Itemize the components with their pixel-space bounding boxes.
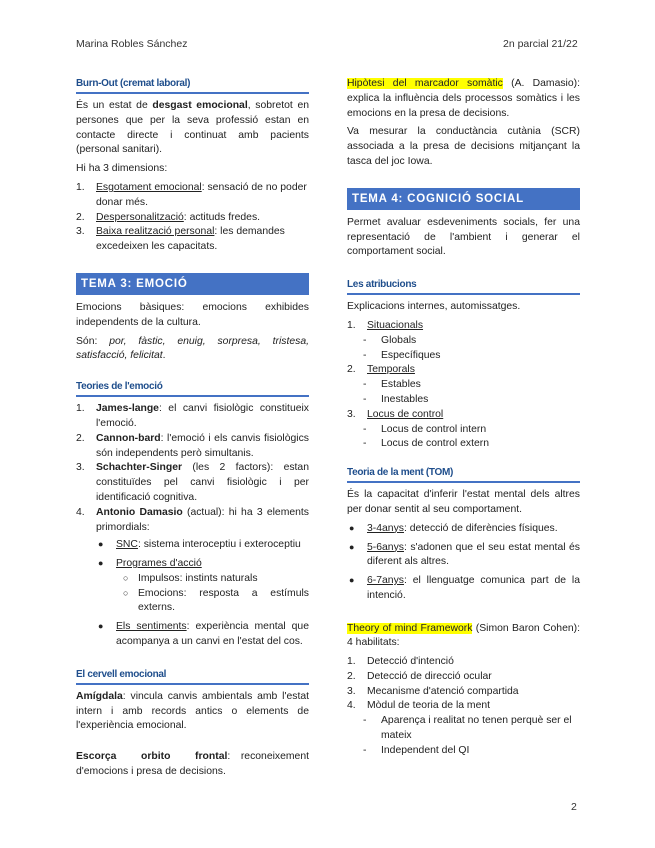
tema4-heading: TEMA 4: COGNICIÓ SOCIAL [347,188,580,210]
page-number: 2 [571,801,577,813]
list-item: ○ Emocions: resposta a estímuls externs. [123,587,309,614]
amigdala-text: Amígdala: vincula canvis ambientals amb l'estat intern i amb records antics o elements de l'experiència emocional. [76,690,309,732]
tema3-heading: TEMA 3: EMOCIÓ [76,273,309,295]
list-item: - Locus de control extern [363,438,490,450]
damasio-elements-list [76,538,309,649]
list-item: 3. Schachter-Singer (les 2 factors): estan constituïdes pel canvi fisiològic i per identificació cognitiva. [76,462,309,504]
burnout-heading: Burn-Out (cremat laboral) [76,77,309,94]
list-item: ● 3-4anys: detecció de diferències físiques. [349,522,558,534]
list-item: ● 6-7anys: el llenguatge comunica part de la intenció. [349,575,580,601]
burnout-definition: És un estat de desgast emocional, sobretot en persones que per la seva professió estan en contacte directe i continuat amb pacients (personal sanitari). [76,100,309,156]
list-item: 4. Antonio Damasio (actual): hi ha 3 elements primordials: [76,506,309,533]
hipotesi-text: Hipòtesi del marcador somàtic (A. Damasio): explica la influència dels processos somàtics i les emocions en la presa de decisions. [347,78,580,119]
teories-heading: Teories de l'emoció [76,380,309,397]
list-item: - Independent del QI [363,744,470,756]
atribucions-heading: Les atribucions [347,278,580,295]
list-item: 3. Mecanisme d'atenció compartida [347,685,519,697]
list-item: 3. Baixa realització personal: les demandes excedeixen les capacitats. [76,226,285,253]
list-item: - Locus de control intern [363,423,487,435]
tom-definition: És la capacitat d'inferir l'estat mental dels altres per donar sentit al seu comportament. [347,489,580,516]
right-column [347,77,580,759]
bullet-icon: ● [98,621,104,632]
cervell-heading: El cervell emocional [76,668,309,685]
tom-heading: Teoria de la ment (TOM) [347,466,580,483]
bullet-icon: ● [349,522,355,533]
list-item: 2. Despersonalització: actituds fredes. [76,211,261,223]
bullet-icon: ● [349,541,355,552]
list-item: ● SNC: sistema interoceptiu i exteroceptiu [98,539,301,551]
burnout-dimensions-intro: Hi ha 3 dimensions: [76,163,168,175]
teories-list [76,402,309,535]
left-column [76,77,309,784]
atribucions-text: Explicacions internes, automissatges. [347,301,521,313]
scr-text: Va mesurar la conductància cutània (SCR) associada a la presa de decisions mitjançant la tasca del joc Iowa. [347,126,580,167]
escorca-text: Escorça orbito frontal: reconeixement d'emocions i presa de decisions. [76,751,309,777]
framework-skills-list [347,655,580,758]
document-author: Marina Robles Sánchez [76,38,188,50]
list-item: 2. Cannon-bard: l'emoció i els canvis fisiològics són independents però simultanis. [76,432,309,459]
list-item: 2. Temporals [347,364,415,376]
list-item: ● 5-6anys: s'adonen que el seu estat mental és diferent als altres. [349,541,580,568]
bullet-icon: ● [98,539,104,550]
tom-ages-list [347,522,580,604]
exam-label: 2n parcial 21/22 [503,38,578,50]
framework-text: Theory of mind Framework (Simon Baron Cohen): 4 habilitats: [347,622,580,649]
atribucions-list [347,319,580,452]
list-item: 1. James-lange: el canvi fisiològic constitueix l'emoció. [76,403,309,430]
bullet-icon: ● [349,575,355,586]
list-item: - Estables [363,379,421,391]
circle-bullet-icon: ○ [123,587,129,598]
cognicio-social-text: Permet avaluar esdeveniments socials, fer una representació de l'ambient i generar el comportament social. [347,216,580,258]
list-item: - Aparença i realitat no tenen perquè ser el mateix [363,715,572,741]
list-item: ● Els sentiments: experiència mental que acompanya a un canvi en l'estat del cos. [98,621,309,647]
list-item: 1. Detecció d'intenció [347,656,454,668]
burnout-dimensions-list [76,181,309,255]
circle-bullet-icon: ○ [123,572,129,583]
list-item: 4. Mòdul de teoria de la ment [347,700,491,712]
list-item: - Inestables [363,394,429,405]
list-item: - Específiques [363,349,441,361]
list-item: - Globals [363,334,417,346]
emotions-list-text: Són: por, fàstic, enuig, sorpresa, tristesa, satisfacció, felicitat. [76,335,309,362]
list-item: 1. Esgotament emocional: sensació de no poder donar més. [76,182,307,208]
list-item: 3. Locus de control [347,408,444,420]
list-item: ● Programes d'acció [98,558,202,570]
basic-emotions-text: Emocions bàsiques: emocions exhibides independents de la cultura. [76,302,309,328]
list-item: 2. Detecció de direcció ocular [347,670,492,682]
list-item: 1. Situacionals [347,320,424,332]
bullet-icon: ● [98,558,104,569]
list-item: ○ Impulsos: instints naturals [123,572,258,584]
